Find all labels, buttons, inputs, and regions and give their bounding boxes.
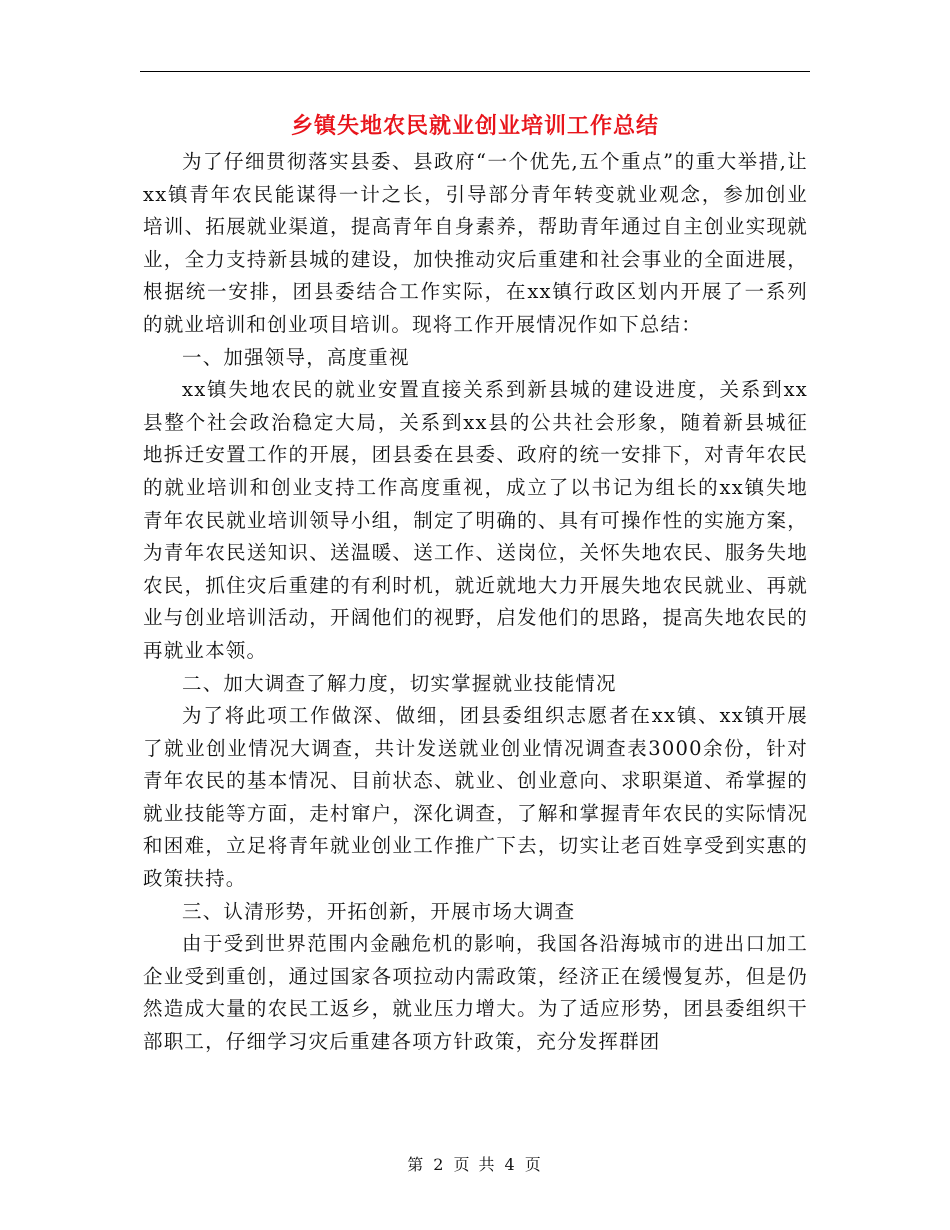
page-footer — [0, 1153, 950, 1177]
page-number: 2 — [433, 1155, 446, 1174]
footer-prefix: 第 — [407, 1155, 426, 1174]
section-heading-3: 三、认清形势，开拓创新，开展市场大调查 — [182, 899, 576, 923]
header-rule — [140, 71, 810, 72]
paragraph-section-3: 由于受到世界范围内金融危机的影响，我国各沿海城市的进出口加工企业受到重创，通过国家各项拉动内需政策，经济正在缓慢复苏，但是仍然造成大量的农民工返乡，就业压力增大。为了适应形势，团县委组织干部职工，仔细学习灾后重建各项方针政策，充分发挥群团 — [143, 932, 808, 1054]
document-body — [143, 146, 808, 1059]
page-total: 4 — [504, 1155, 517, 1174]
paragraph-intro: 为了仔细贯彻落实县委、县政府“一个优先,五个重点”的重大举措,让xx镇青年农民能谋得一计之长，引导部分青年转变就业观念，参加创业培训、拓展就业渠道，提高青年自身素养，帮助青年通过自主创业实现就业，全力支持新县城的建设，加快推动灾后重建和社会事业的全面进展，根据统一安排，团县委结合工作实际，在xx镇行政区划内开展了一系列的就业培训和创业项目培训。现将工作开展情况作如下总结： — [143, 150, 808, 336]
footer-mid: 页 共 — [453, 1155, 497, 1174]
footer-suffix: 页 — [524, 1155, 543, 1174]
section-heading-1: 一、加强领导，高度重视 — [182, 345, 410, 369]
document-title: 乡镇失地农民就业创业培训工作总结 — [290, 113, 659, 139]
section-heading-2: 二、加大调查了解力度，切实掌握就业技能情况 — [182, 671, 617, 695]
paragraph-section-1: xx镇失地农民的就业安置直接关系到新县城的建设进度，关系到xx县整个社会政治稳定大局，关系到xx县的公共社会形象，随着新县城征地拆迁安置工作的开展，团县委在县委、政府的统一安排下，对青年农民的就业培训和创业支持工作高度重视，成立了以书记为组长的xx镇失地青年农民就业培训领导小组，制定了明确的、具有可操作性的实施方案，为青年农民送知识、送温暖、送工作、送岗位，关怀失地农民、服务失地农民，抓住灾后重建的有利时机，就近就地大力开展失地农民就业、再就业与创业培训活动，开阔他们的视野，启发他们的思路，提高失地农民的再就业本领。 — [143, 378, 808, 662]
paragraph-section-2: 为了将此项工作做深、做细，团县委组织志愿者在xx镇、xx镇开展了就业创业情况大调查，共计发送就业创业情况调查表3000余份，针对青年农民的基本情况、目前状态、就业、创业意向、求职渠道、希掌握的就业技能等方面，走村窜户，深化调查，了解和掌握青年农民的实际情况和困难，立足将青年就业创业工作推广下去，切实让老百姓享受到实惠的政策扶持。 — [143, 704, 808, 891]
